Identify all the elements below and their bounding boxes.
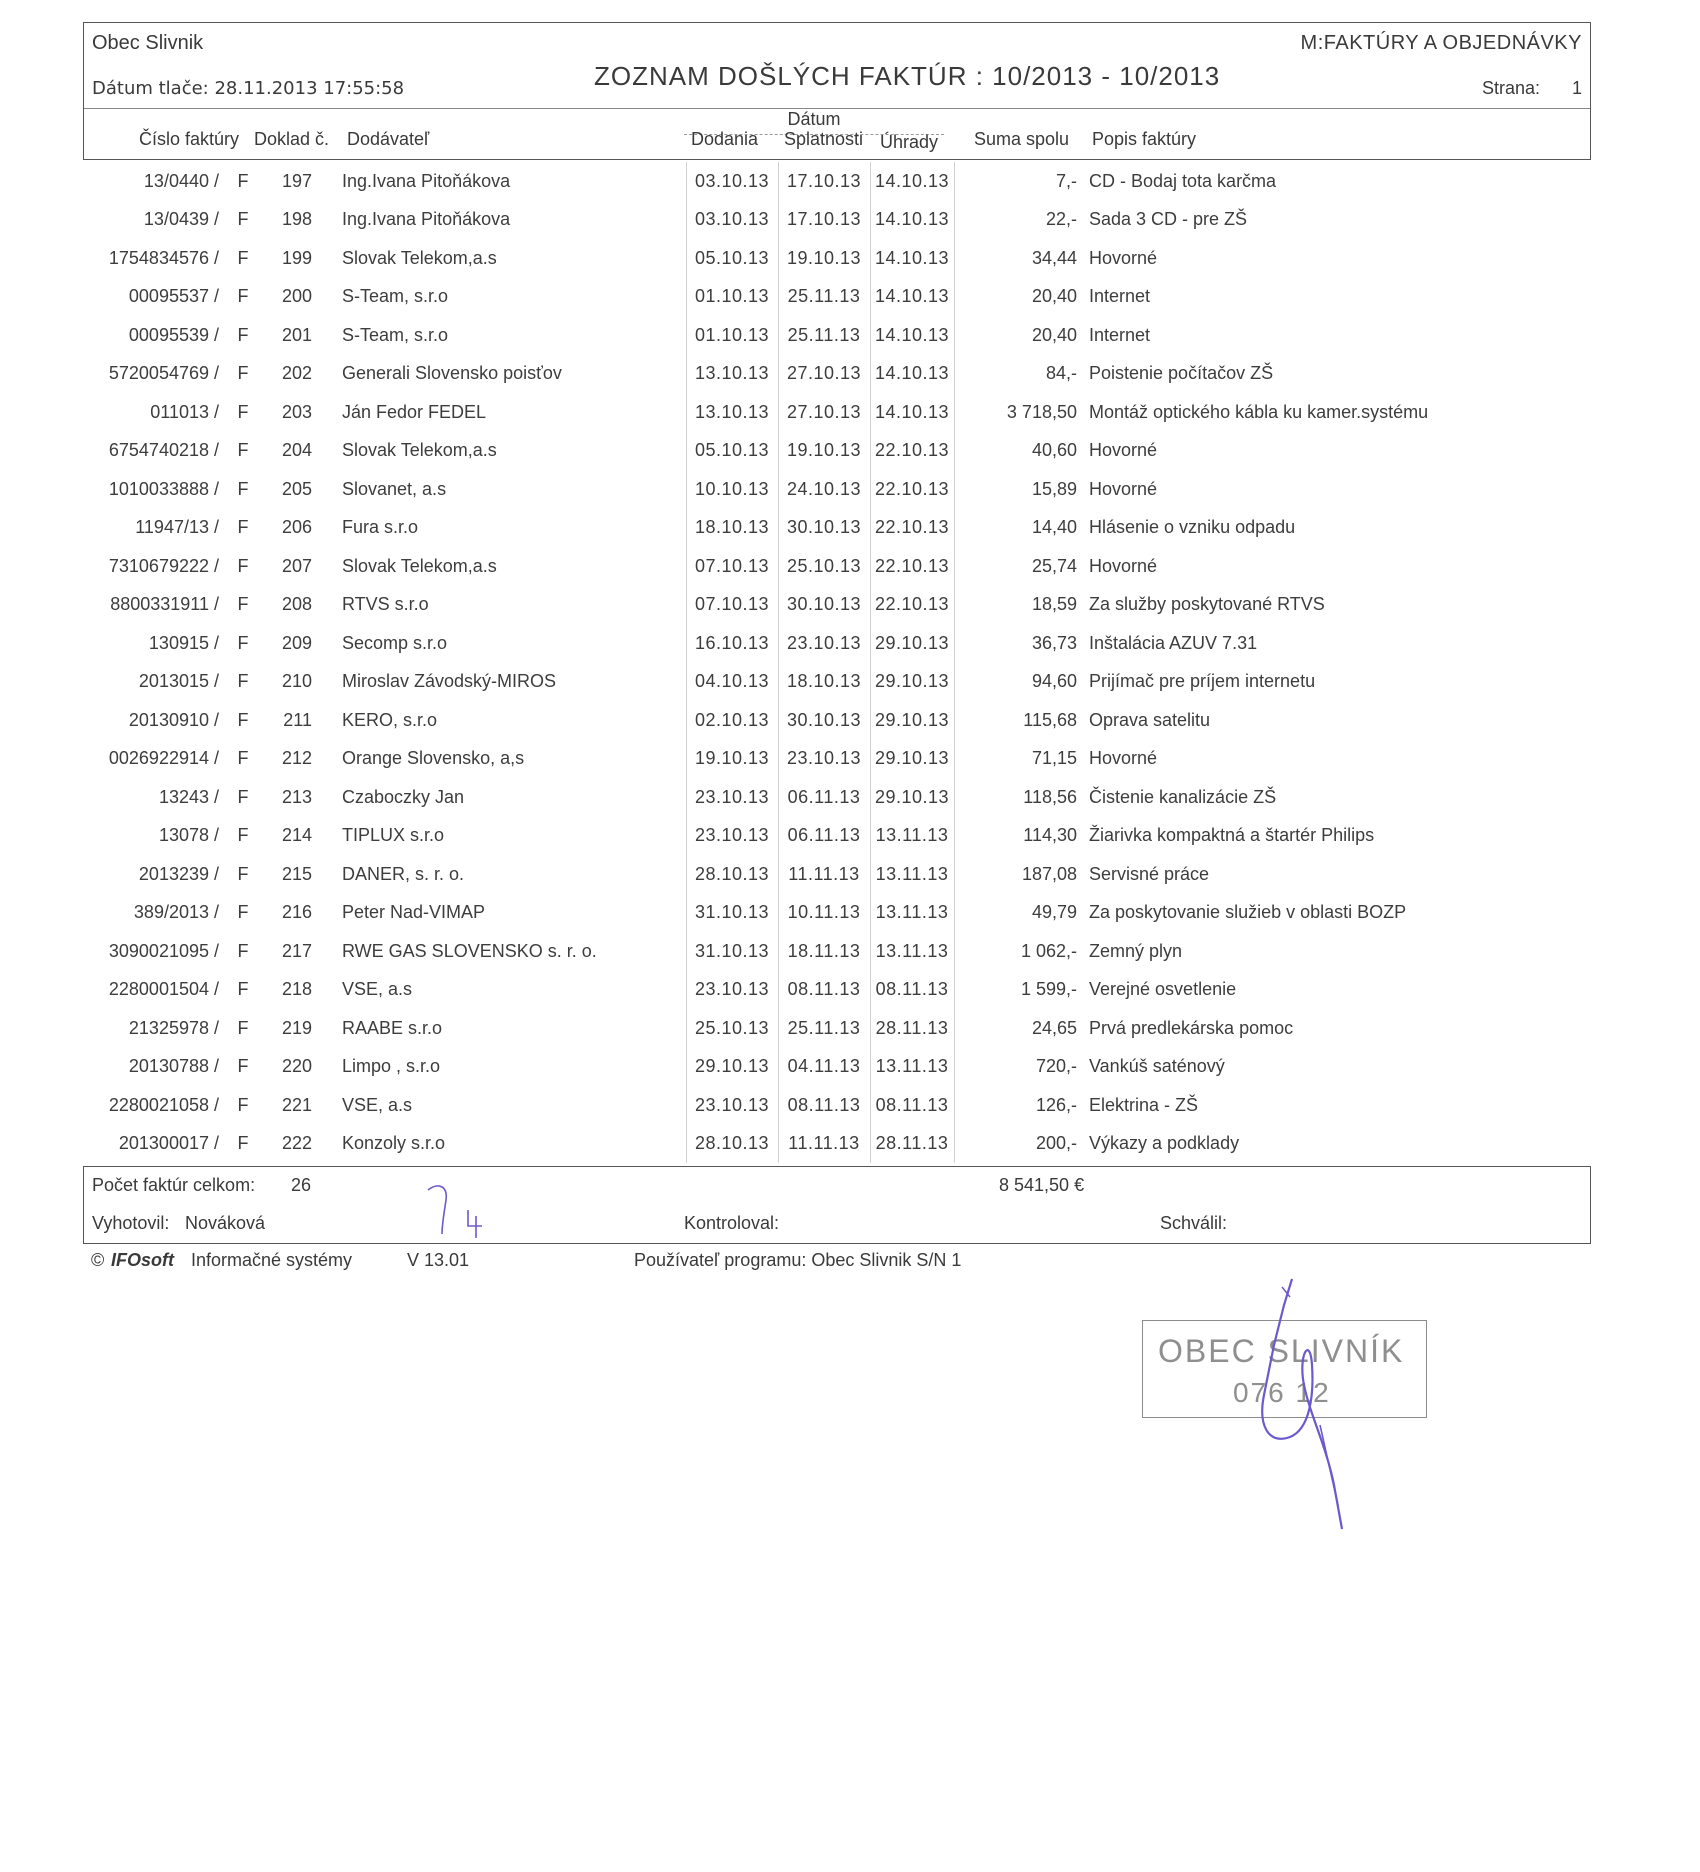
cell-description: Za služby poskytované RTVS: [1089, 594, 1325, 615]
cell-invoice-no: 1010033888 /: [108, 478, 219, 499]
cell-doc-type: F: [237, 324, 249, 345]
cell-doc-no: 201: [281, 324, 312, 345]
cell-supplier: Slovak Telekom,a.s: [342, 247, 497, 268]
cell-invoice-no: 21325978 /: [128, 1017, 219, 1038]
table-row: [83, 547, 1591, 586]
cell-doc-no: 217: [281, 940, 312, 961]
table-row: [83, 624, 1591, 663]
cell-sum: 20,40: [1031, 286, 1077, 307]
cell-doc-type: F: [237, 363, 249, 384]
cell-sum: 720,-: [1035, 1056, 1077, 1077]
cell-supplier: Slovanet, a.s: [342, 478, 447, 499]
cell-sum: 126,-: [1035, 1094, 1077, 1115]
cell-due-date: 11.11.13: [778, 855, 870, 894]
cell-payment-date: 08.11.13: [870, 1086, 954, 1125]
cell-doc-no: 205: [281, 478, 312, 499]
column-header-due: Splatnosti: [784, 129, 864, 149]
stamp-line-1: OBEC SLIVNÍK: [1158, 1333, 1405, 1369]
prepared-by-label: Vyhotovil:: [92, 1213, 170, 1233]
cell-invoice-no: 11947/13 /: [135, 517, 219, 538]
software-version: V 13.01: [407, 1250, 470, 1270]
cell-sum: 3 718,50: [1006, 401, 1077, 422]
cell-description: Verejné osvetlenie: [1089, 979, 1237, 1000]
cell-delivery-date: 28.10.13: [686, 1125, 778, 1164]
cell-delivery-date: 10.10.13: [686, 470, 778, 509]
cell-doc-type: F: [237, 286, 249, 307]
cell-due-date: 06.11.13: [778, 778, 870, 817]
cell-payment-date: 28.11.13: [870, 1009, 954, 1048]
checked-by-label: Kontroloval:: [684, 1213, 780, 1233]
cell-due-date: 18.11.13: [778, 932, 870, 971]
cell-doc-no: 210: [281, 671, 312, 692]
cell-due-date: 27.10.13: [778, 355, 870, 394]
cell-sum: 15,89: [1031, 478, 1077, 499]
cell-description: CD - Bodaj tota karčma: [1089, 170, 1277, 191]
cell-description: Internet: [1089, 324, 1151, 345]
cell-delivery-date: 16.10.13: [686, 624, 778, 663]
cell-invoice-no: 00095539 /: [128, 324, 219, 345]
table-row: [83, 201, 1591, 240]
cell-delivery-date: 07.10.13: [686, 547, 778, 586]
cell-due-date: 23.10.13: [778, 624, 870, 663]
cell-description: Hovorné: [1089, 478, 1158, 499]
cell-due-date: 18.10.13: [778, 663, 870, 702]
cell-description: Hovorné: [1089, 555, 1158, 576]
table-row: [83, 855, 1591, 894]
cell-doc-no: 197: [281, 170, 312, 191]
cell-doc-no: 212: [281, 748, 312, 769]
cell-sum: 34,44: [1031, 247, 1077, 268]
cell-invoice-no: 8800331911 /: [110, 594, 219, 615]
cell-supplier: RAABE s.r.o: [342, 1017, 443, 1038]
cell-doc-type: F: [237, 440, 249, 461]
cell-invoice-no: 389/2013 /: [133, 902, 219, 923]
cell-supplier: Slovak Telekom,a.s: [342, 440, 497, 461]
column-header-sum: Suma spolu: [974, 129, 1070, 149]
cell-delivery-date: 03.10.13: [686, 162, 778, 201]
cell-delivery-date: 01.10.13: [686, 316, 778, 355]
cell-doc-type: F: [237, 940, 249, 961]
cell-delivery-date: 13.10.13: [686, 393, 778, 432]
column-header-supplier: Dodávateľ: [347, 129, 430, 149]
cell-doc-type: F: [237, 517, 249, 538]
cell-doc-type: F: [237, 1017, 249, 1038]
cell-doc-type: F: [237, 209, 249, 230]
cell-description: Vankúš saténový: [1089, 1056, 1225, 1077]
cell-due-date: 19.10.13: [778, 432, 870, 471]
cell-supplier: VSE, a.s: [342, 979, 413, 1000]
cell-sum: 187,08: [1021, 863, 1077, 884]
cell-due-date: 10.11.13: [778, 894, 870, 933]
cell-invoice-no: 2013015 /: [138, 671, 219, 692]
cell-description: Oprava satelitu: [1089, 709, 1211, 730]
cell-doc-no: 215: [281, 863, 312, 884]
cell-doc-no: 199: [281, 247, 312, 268]
cell-supplier: S-Team, s.r.o: [342, 324, 449, 345]
cell-delivery-date: 31.10.13: [686, 894, 778, 933]
cell-supplier: RTVS s.r.o: [342, 594, 429, 615]
cell-description: Inštalácia AZUV 7.31: [1089, 632, 1258, 653]
cell-due-date: 04.11.13: [778, 1048, 870, 1087]
page-label: Strana:: [1481, 78, 1540, 98]
table-row: [83, 894, 1591, 933]
cell-doc-type: F: [237, 863, 249, 884]
cell-doc-type: F: [237, 594, 249, 615]
cell-sum: 84,-: [1045, 363, 1077, 384]
cell-due-date: 25.10.13: [778, 547, 870, 586]
cell-doc-no: 208: [281, 594, 312, 615]
cell-supplier: Ing.Ivana Pitoňákova: [342, 209, 511, 230]
cell-supplier: Secomp s.r.o: [342, 632, 448, 653]
cell-supplier: Konzoly s.r.o: [342, 1133, 446, 1154]
cell-doc-type: F: [237, 902, 249, 923]
cell-invoice-no: 20130910 /: [128, 709, 219, 730]
cell-doc-no: 219: [281, 1017, 312, 1038]
cell-invoice-no: 13078 /: [158, 825, 219, 846]
cell-doc-no: 207: [281, 555, 312, 576]
report-title: ZOZNAM DOŠLÝCH FAKTÚR : 10/2013 - 10/2013: [594, 61, 1221, 91]
cell-payment-date: 22.10.13: [870, 470, 954, 509]
cell-supplier: Generali Slovensko poisťov: [342, 363, 562, 384]
cell-delivery-date: 23.10.13: [686, 1086, 778, 1125]
cell-due-date: 11.11.13: [778, 1125, 870, 1164]
cell-supplier: Slovak Telekom,a.s: [342, 555, 497, 576]
cell-doc-type: F: [237, 401, 249, 422]
column-header-payment: Úhrady: [880, 132, 939, 152]
handwritten-signature: [1230, 1275, 1410, 1545]
cell-supplier: Peter Nad-VIMAP: [342, 902, 486, 923]
cell-doc-no: 206: [281, 517, 312, 538]
cell-payment-date: 22.10.13: [870, 509, 954, 548]
cell-payment-date: 14.10.13: [870, 201, 954, 240]
cell-supplier: DANER, s. r. o.: [342, 863, 465, 884]
cell-sum: 49,79: [1031, 902, 1077, 923]
cell-due-date: 27.10.13: [778, 393, 870, 432]
cell-doc-type: F: [237, 825, 249, 846]
cell-doc-type: F: [237, 748, 249, 769]
invoice-table: [83, 162, 1591, 1163]
column-group-date: Dátum: [684, 109, 944, 130]
cell-sum: 118,56: [1023, 786, 1077, 807]
invoice-table-body: [83, 162, 1591, 1163]
cell-supplier: RWE GAS SLOVENSKO s. r. o.: [342, 940, 597, 961]
cell-delivery-date: 25.10.13: [686, 1009, 778, 1048]
cell-doc-type: F: [237, 709, 249, 730]
cell-invoice-no: 6754740218 /: [108, 440, 219, 461]
cell-payment-date: 13.11.13: [870, 932, 954, 971]
cell-due-date: 23.10.13: [778, 740, 870, 779]
cell-delivery-date: 05.10.13: [686, 432, 778, 471]
software-name: IFOsoft: [111, 1250, 174, 1270]
report-summary: [83, 1166, 1591, 1244]
cell-due-date: 30.10.13: [778, 586, 870, 625]
cell-sum: 20,40: [1031, 324, 1077, 345]
cell-payment-date: 13.11.13: [870, 1048, 954, 1087]
cell-delivery-date: 18.10.13: [686, 509, 778, 548]
cell-doc-no: 200: [281, 286, 312, 307]
cell-payment-date: 14.10.13: [870, 162, 954, 201]
column-header-description: Popis faktúry: [1092, 129, 1197, 149]
invoice-count-label: Počet faktúr celkom:: [92, 1175, 256, 1195]
cell-description: Servisné práce: [1089, 863, 1210, 884]
cell-delivery-date: 28.10.13: [686, 855, 778, 894]
cell-due-date: 30.10.13: [778, 509, 870, 548]
cell-description: Poistenie počítačov ZŠ: [1089, 363, 1274, 384]
cell-doc-type: F: [237, 170, 249, 191]
cell-payment-date: 22.10.13: [870, 586, 954, 625]
cell-invoice-no: 1754834576 /: [108, 247, 219, 268]
cell-doc-no: 203: [281, 401, 312, 422]
cell-description: Výkazy a podklady: [1089, 1133, 1240, 1154]
cell-invoice-no: 2280021058 /: [108, 1094, 219, 1115]
table-row: [83, 740, 1591, 779]
table-row: [83, 663, 1591, 702]
cell-supplier: Miroslav Závodský-MIROS: [342, 671, 557, 692]
cell-payment-date: 22.10.13: [870, 547, 954, 586]
cell-supplier: Orange Slovensko, a,s: [342, 748, 525, 769]
table-row: [83, 1125, 1591, 1164]
cell-description: Hovorné: [1089, 748, 1158, 769]
cell-delivery-date: 13.10.13: [686, 355, 778, 394]
cell-payment-date: 29.10.13: [870, 663, 954, 702]
cell-doc-no: 216: [281, 902, 312, 923]
cell-description: Prvá predlekárska pomoc: [1089, 1017, 1294, 1038]
cell-sum: 25,74: [1031, 555, 1077, 576]
cell-delivery-date: 02.10.13: [686, 701, 778, 740]
cell-description: Sada 3 CD - pre ZŠ: [1089, 209, 1248, 230]
cell-payment-date: 14.10.13: [870, 278, 954, 317]
table-row: [83, 278, 1591, 317]
cell-supplier: Fura s.r.o: [342, 517, 419, 538]
cell-sum: 71,15: [1031, 748, 1077, 769]
print-date: Dátum tlače: 28.11.2013 17:55:58: [92, 78, 405, 99]
cell-invoice-no: 2013239 /: [138, 863, 219, 884]
cell-payment-date: 14.10.13: [870, 393, 954, 432]
cell-delivery-date: 03.10.13: [686, 201, 778, 240]
cell-invoice-no: 13/0440 /: [143, 170, 219, 191]
cell-doc-type: F: [237, 979, 249, 1000]
cell-supplier: Limpo , s.r.o: [342, 1056, 441, 1077]
table-row: [83, 239, 1591, 278]
column-header-delivery: Dodania: [691, 129, 759, 149]
cell-payment-date: 13.11.13: [870, 817, 954, 856]
table-row: [83, 1086, 1591, 1125]
cell-description: Montáž optického kábla ku kamer.systému: [1089, 401, 1429, 422]
cell-invoice-no: 13243 /: [158, 786, 219, 807]
cell-doc-no: 222: [281, 1133, 312, 1154]
cell-doc-no: 218: [281, 979, 312, 1000]
table-row: [83, 701, 1591, 740]
cell-due-date: 30.10.13: [778, 701, 870, 740]
table-row: [83, 355, 1591, 394]
cell-payment-date: 29.10.13: [870, 624, 954, 663]
cell-delivery-date: 23.10.13: [686, 817, 778, 856]
cell-doc-type: F: [237, 1094, 249, 1115]
cell-invoice-no: 3090021095 /: [108, 940, 219, 961]
invoice-count: 26: [291, 1175, 312, 1195]
column-header-invoice-no: Číslo faktúry: [139, 129, 240, 149]
table-row: [83, 393, 1591, 432]
cell-invoice-no: 7310679222 /: [108, 555, 219, 576]
cell-invoice-no: 5720054769 /: [108, 363, 219, 384]
cell-doc-no: 198: [281, 209, 312, 230]
cell-invoice-no: 2280001504 /: [108, 979, 219, 1000]
cell-due-date: 08.11.13: [778, 971, 870, 1010]
cell-delivery-date: 04.10.13: [686, 663, 778, 702]
cell-description: Elektrina - ZŠ: [1089, 1094, 1199, 1115]
cell-payment-date: 29.10.13: [870, 778, 954, 817]
column-header-doc-no: Doklad č.: [254, 129, 330, 149]
cell-sum: 200,-: [1035, 1133, 1077, 1154]
cell-sum: 18,59: [1031, 594, 1077, 615]
cell-doc-no: 209: [281, 632, 312, 653]
cell-supplier: Ján Fedor FEDEL: [342, 401, 487, 422]
cell-doc-type: F: [237, 1056, 249, 1077]
cell-invoice-no: 00095537 /: [128, 286, 219, 307]
table-row: [83, 509, 1591, 548]
cell-invoice-no: 20130788 /: [128, 1056, 219, 1077]
cell-doc-type: F: [237, 632, 249, 653]
table-row: [83, 432, 1591, 471]
cell-payment-date: 08.11.13: [870, 971, 954, 1010]
cell-description: Za poskytovanie služieb v oblasti BOZP: [1089, 902, 1407, 923]
cell-due-date: 08.11.13: [778, 1086, 870, 1125]
table-row: [83, 586, 1591, 625]
cell-description: Hovorné: [1089, 440, 1158, 461]
cell-invoice-no: 13/0439 /: [143, 209, 219, 230]
page-number: 1: [1571, 78, 1582, 98]
cell-invoice-no: 130915 /: [148, 632, 219, 653]
cell-supplier: KERO, s.r.o: [342, 709, 438, 730]
cell-payment-date: 14.10.13: [870, 316, 954, 355]
cell-supplier: Ing.Ivana Pitoňákova: [342, 170, 511, 191]
cell-delivery-date: 31.10.13: [686, 932, 778, 971]
cell-sum: 1 062,-: [1020, 940, 1077, 961]
total-sum: 8 541,50 €: [999, 1175, 1085, 1195]
prepared-by: Nováková: [185, 1213, 266, 1233]
cell-sum: 114,30: [1023, 825, 1077, 846]
cell-due-date: 25.11.13: [778, 278, 870, 317]
cell-payment-date: 22.10.13: [870, 432, 954, 471]
cell-due-date: 25.11.13: [778, 316, 870, 355]
cell-delivery-date: 23.10.13: [686, 778, 778, 817]
cell-doc-type: F: [237, 478, 249, 499]
cell-due-date: 06.11.13: [778, 817, 870, 856]
cell-doc-type: F: [237, 555, 249, 576]
cell-due-date: 17.10.13: [778, 201, 870, 240]
cell-due-date: 19.10.13: [778, 239, 870, 278]
cell-doc-no: 220: [281, 1056, 312, 1077]
cell-supplier: VSE, a.s: [342, 1094, 413, 1115]
cell-payment-date: 13.11.13: [870, 855, 954, 894]
table-row: [83, 971, 1591, 1010]
cell-delivery-date: 05.10.13: [686, 239, 778, 278]
table-row: [83, 778, 1591, 817]
cell-invoice-no: 0026922914 /: [108, 748, 219, 769]
cell-description: Hovorné: [1089, 247, 1158, 268]
cell-sum: 7,-: [1055, 170, 1077, 191]
cell-invoice-no: 011013 /: [150, 401, 219, 422]
cell-description: Čistenie kanalizácie ZŠ: [1089, 786, 1277, 807]
cell-payment-date: 14.10.13: [870, 239, 954, 278]
cell-sum: 24,65: [1031, 1017, 1077, 1038]
cell-supplier: S-Team, s.r.o: [342, 286, 449, 307]
table-row: [83, 1009, 1591, 1048]
cell-due-date: 17.10.13: [778, 162, 870, 201]
cell-sum: 14,40: [1031, 517, 1077, 538]
table-row: [83, 162, 1591, 201]
cell-payment-date: 14.10.13: [870, 355, 954, 394]
stamp-line-2: 076 12: [1233, 1377, 1331, 1408]
cell-delivery-date: 19.10.13: [686, 740, 778, 779]
cell-payment-date: 29.10.13: [870, 701, 954, 740]
table-row: [83, 470, 1591, 509]
cell-description: Hlásenie o vzniku odpadu: [1089, 517, 1296, 538]
cell-sum: 94,60: [1031, 671, 1077, 692]
cell-description: Internet: [1089, 286, 1151, 307]
approved-by-label: Schválil:: [1160, 1213, 1228, 1233]
cell-sum: 1 599,-: [1020, 979, 1077, 1000]
cell-doc-type: F: [237, 786, 249, 807]
cell-supplier: Czaboczky Jan: [342, 786, 465, 807]
cell-sum: 40,60: [1031, 440, 1077, 461]
cell-due-date: 24.10.13: [778, 470, 870, 509]
cell-delivery-date: 29.10.13: [686, 1048, 778, 1087]
cell-invoice-no: 201300017 /: [118, 1133, 219, 1154]
module-name: M:FAKTÚRY A OBJEDNÁVKY: [1300, 32, 1582, 54]
report-header: [83, 22, 1591, 160]
cell-due-date: 25.11.13: [778, 1009, 870, 1048]
cell-doc-no: 221: [281, 1094, 312, 1115]
cell-payment-date: 29.10.13: [870, 740, 954, 779]
cell-payment-date: 28.11.13: [870, 1125, 954, 1164]
cell-doc-no: 211: [283, 709, 312, 730]
cell-delivery-date: 23.10.13: [686, 971, 778, 1010]
cell-sum: 36,73: [1031, 632, 1077, 653]
table-row: [83, 932, 1591, 971]
table-row: [83, 316, 1591, 355]
table-row: [83, 1048, 1591, 1087]
organization-name: Obec Slivnik: [92, 32, 204, 54]
cell-payment-date: 13.11.13: [870, 894, 954, 933]
cell-doc-type: F: [237, 1133, 249, 1154]
initials-signature: [420, 1170, 520, 1240]
cell-sum: 115,68: [1023, 709, 1077, 730]
cell-sum: 22,-: [1045, 209, 1077, 230]
cell-delivery-date: 01.10.13: [686, 278, 778, 317]
cell-doc-type: F: [237, 247, 249, 268]
cell-description: Zemný plyn: [1089, 940, 1183, 961]
cell-description: Prijímač pre príjem internetu: [1089, 671, 1316, 692]
table-row: [83, 817, 1591, 856]
software-description: Informačné systémy: [191, 1250, 353, 1270]
cell-delivery-date: 07.10.13: [686, 586, 778, 625]
cell-doc-type: F: [237, 671, 249, 692]
cell-doc-no: 204: [281, 440, 312, 461]
cell-doc-no: 213: [281, 786, 312, 807]
program-user: Používateľ programu: Obec Slivnik S/N 1: [634, 1250, 962, 1270]
cell-doc-no: 202: [281, 363, 312, 384]
cell-description: Žiarivka kompaktná a štartér Philips: [1089, 825, 1375, 846]
cell-doc-no: 214: [281, 825, 312, 846]
copyright-symbol: ©: [91, 1250, 105, 1270]
cell-supplier: TIPLUX s.r.o: [342, 825, 445, 846]
